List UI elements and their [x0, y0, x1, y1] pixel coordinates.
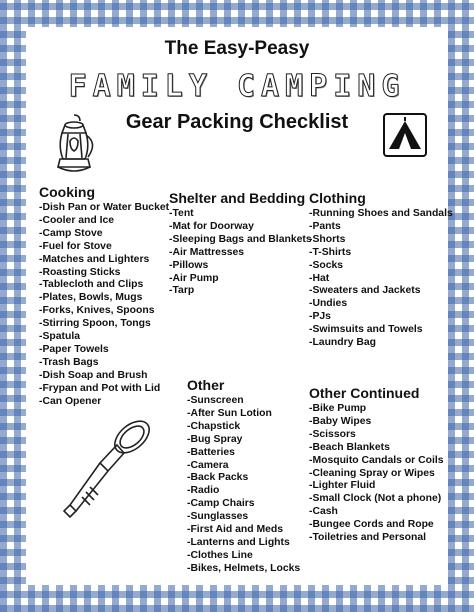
list-item: -Plates, Bowls, Mugs — [39, 292, 143, 304]
list-item: -Back Packs — [187, 472, 249, 484]
section-title-other-continued: Other Continued — [309, 385, 420, 401]
list-item: -Sunglasses — [187, 511, 249, 523]
list-item: -Batteries — [187, 446, 235, 458]
list-item: -Tent — [169, 208, 194, 219]
list-item: -Toiletries and Personal — [309, 532, 427, 544]
list-item: -Small Clock (Not a phone) — [309, 493, 442, 505]
list-item: -Camp Chairs — [187, 498, 255, 510]
section-title-clothing: Clothing — [309, 190, 366, 206]
list-item: -Mat for Doorway — [169, 220, 254, 232]
section-other-continued — [309, 385, 444, 545]
list-item: -Radio — [187, 485, 220, 497]
list-item: -Spatula — [39, 331, 80, 343]
list-item: -Fuel for Stove — [39, 240, 112, 252]
list-item: -Undies — [309, 298, 348, 310]
list-item: -Bikes, Helmets, Locks — [187, 562, 301, 574]
section-title-shelter-bedding: Shelter and Bedding — [169, 190, 306, 206]
list-item: -Can Opener — [39, 395, 102, 407]
list-item: -Dish Soap and Brush — [39, 369, 148, 381]
list-item: -Cash — [309, 506, 338, 518]
list-item: -Bug Spray — [187, 433, 243, 445]
section-cooking — [39, 184, 169, 409]
list-item: -Air Mattresses — [169, 246, 245, 258]
list-item: -Frypan and Pot with Lid — [39, 382, 161, 394]
list-clothing — [309, 208, 453, 350]
list-shelter-bedding — [169, 208, 312, 298]
list-item: -Laundry Bag — [309, 337, 376, 349]
list-item: -Swimsuits and Towels — [309, 324, 423, 336]
list-item: -Sweaters and Jackets — [309, 285, 421, 297]
list-item: -Bungee Cords and Rope — [309, 519, 434, 531]
title-line-3: Gear Packing Checklist — [125, 111, 349, 133]
list-item: -Running Shoes and Sandals — [309, 208, 453, 219]
list-item: -Shorts — [309, 233, 346, 245]
section-title-other: Other — [187, 377, 225, 393]
list-item: -Matches and Lighters — [39, 253, 150, 265]
list-item: -Cleaning Spray or Wipes — [309, 467, 435, 479]
list-item: -Mosquito Candals or Coils — [309, 454, 444, 466]
list-item: -Tablecloth and Clips — [39, 279, 144, 291]
title-line-2: FAMILY CAMPING — [68, 69, 406, 104]
section-title-cooking: Cooking — [39, 184, 95, 200]
list-item: -Beach Blankets — [309, 441, 390, 453]
checklist-panel — [26, 27, 453, 585]
list-item: -Bike Pump — [309, 403, 367, 414]
section-shelter-bedding — [169, 190, 312, 298]
list-item: -First Aid and Meds — [187, 524, 284, 536]
section-clothing — [309, 190, 453, 350]
list-item: -Hat — [309, 272, 330, 284]
list-item: -Camera — [187, 459, 229, 471]
list-item: -Pillows — [169, 259, 209, 271]
list-item: -Sleeping Bags and Blankets — [169, 233, 312, 245]
flashlight-icon — [62, 419, 158, 531]
list-item: -Lanterns and Lights — [187, 536, 290, 548]
list-other-continued — [309, 403, 444, 545]
list-item: -Socks — [309, 259, 344, 271]
list-item: -T-Shirts — [309, 246, 352, 258]
list-item: -Forks, Knives, Spoons — [39, 305, 155, 317]
list-item: -Scissors — [309, 428, 356, 440]
list-item: -Stirring Spoon, Tongs — [39, 318, 151, 330]
lantern-icon — [48, 113, 100, 179]
list-item: -Pants — [309, 220, 341, 232]
list-other — [187, 395, 300, 576]
list-item: -Lighter Fluid — [309, 480, 376, 492]
list-item: -Tarp — [169, 285, 195, 297]
section-other — [187, 377, 300, 576]
title-line-1: The Easy-Peasy — [164, 38, 310, 59]
list-item: -Sunscreen — [187, 395, 244, 406]
list-item: -Dish Pan or Water Bucket — [39, 202, 170, 213]
list-item: -Paper Towels — [39, 343, 109, 355]
list-cooking — [39, 202, 169, 409]
list-item: -Clothes Line — [187, 549, 253, 561]
list-item: -Roasting Sticks — [39, 266, 121, 278]
list-item: -Trash Bags — [39, 356, 99, 368]
list-item: -Camp Stove — [39, 227, 103, 239]
list-item: -PJs — [309, 311, 331, 323]
list-item: -After Sun Lotion — [187, 407, 272, 419]
list-item: -Air Pump — [169, 272, 219, 284]
tent-icon — [383, 113, 427, 157]
list-item: -Chapstick — [187, 420, 241, 432]
list-item: -Cooler and Ice — [39, 214, 115, 226]
list-item: -Baby Wipes — [309, 415, 372, 427]
